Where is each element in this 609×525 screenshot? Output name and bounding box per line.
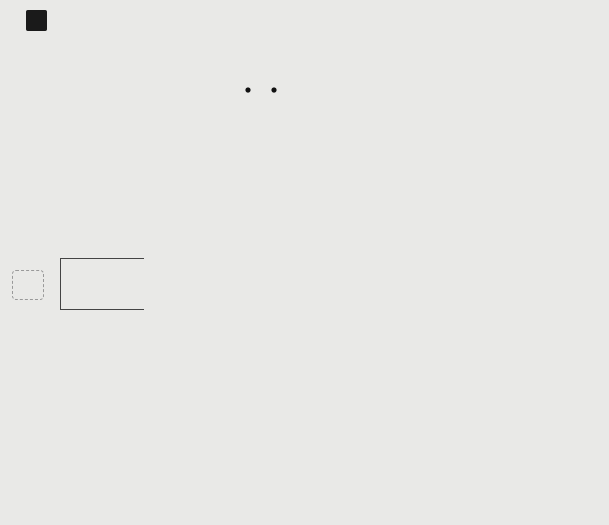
self-check-box[interactable] <box>12 270 44 300</box>
answer-label-box <box>60 258 144 310</box>
point-b-dot <box>271 87 276 92</box>
point-a-dot <box>245 87 250 92</box>
